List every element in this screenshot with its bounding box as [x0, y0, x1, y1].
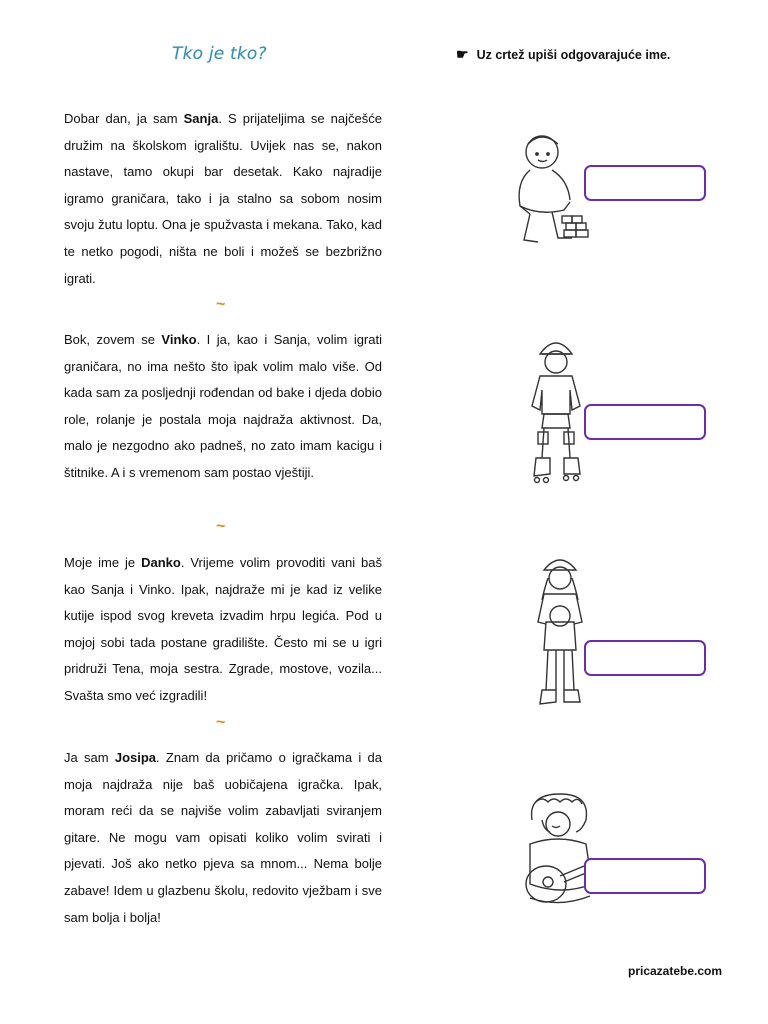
girl-playing-guitar-drawing [516, 790, 602, 916]
paragraph-sanja: Dobar dan, ja sam Sanja. S prijateljima se najčešće družim na školskom igralištu. Uvijek nas se, nakon nastave, tamo okupi bar desetak. Kako najradije igramo graničara, tako i ja stalno sa sobom nosim svoju žutu loptu. Ona je spužvasta i mekana. Tako, kad te netko pogodi, ništa ne boli i možeš se bezbrižno igrati. [64, 111, 382, 286]
instruction-text: Uz crtež upiši odgovarajuće ime. [476, 47, 671, 62]
name-vinko: Vinko [161, 332, 197, 347]
worksheet-title: Tko je tko? [172, 44, 267, 64]
name-danko: Danko [141, 555, 181, 570]
boy-rollerblading-drawing [520, 332, 592, 494]
separator-1: ~ [216, 296, 226, 313]
paragraph-vinko: Bok, zovem se Vinko. I ja, kao i Sanja, volim igrati graničara, no ima nešto što ipak volim malo više. Od kada sam za posljednji rođendan od bake i djeda dobio role, rolanje je postala moja najdraža aktivnost. Da, malo je nezgodno ako padneš, no zato imam kacigu i štitnike. A i s vremenom sam postao vještiji. [64, 332, 382, 480]
paragraph-danko: Moje ime je Danko. Vrijeme volim provoditi vani baš kao Sanja i Vinko. Ipak, najdraže mi je kad iz velike kutije ispod svog kreveta izvadim hrpu legića. Pod u mojoj sobi tada postane gradilište. Često mi se u igri pridruži Tena, moja sestra. Zgrade, mostove, vozila... Svašta smo već izgradili! [64, 555, 382, 703]
pointing-hand-icon: ☛ [456, 46, 469, 62]
name-input-box-3[interactable] [584, 640, 706, 676]
paragraph-josipa: Ja sam Josipa. Znam da pričamo o igračkama i da moja najdraža nije baš uobičajena igračka. Ipak, moram reći da se najviše volim zabavljati sviranjem gitare. Ne mogu vam opisati koliko volim svirati i pjevati. Još ako netko pjeva sa mnom... Nema bolje zabave! Idem u glazbenu školu, redovito vježbam i sve sam bolja i bolja! [64, 750, 383, 925]
footer-source: pricazatebe.com [628, 964, 723, 978]
name-input-box-4[interactable] [584, 858, 706, 894]
name-josipa: Josipa [114, 750, 157, 765]
girl-with-ball-drawing [526, 552, 594, 714]
name-sanja: Sanja [183, 111, 219, 126]
separator-2: ~ [216, 518, 226, 535]
name-input-box-1[interactable] [584, 165, 706, 201]
instruction [456, 46, 670, 63]
name-input-box-2[interactable] [584, 404, 706, 440]
separator-3: ~ [216, 714, 226, 731]
